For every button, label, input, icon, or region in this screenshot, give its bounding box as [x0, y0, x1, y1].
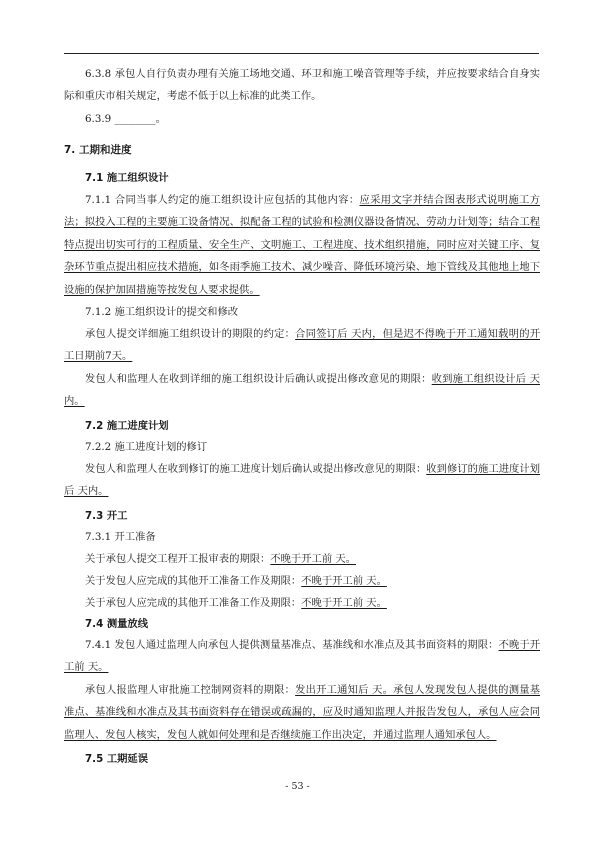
paragraph-lead: 承包人报监理人审批施工控制网资料的期限：: [85, 684, 296, 696]
paragraph-value: 不晚于开工前 天。: [270, 553, 356, 565]
subsection-heading-7-3: 7.3 开工: [85, 510, 128, 522]
paragraph-7-2-2: [64, 458, 540, 503]
clause-text: 承包人自行负责办理有关施工场地交通、环卫和施工噪音管理等手续，并应按要求结合自身实际和重庆市相关规定，考虑不低于以上标准的此类工作。: [64, 68, 540, 103]
paragraph-lead: 发包人和监理人在收到详细的施工组织设计后确认或提出修改意见的期限：: [85, 373, 432, 385]
clause-lead: 7.4.1 发包人通过监理人向承包人提供测量基准点、基准线和水准点及其书面资料的期限：: [85, 639, 499, 651]
clause-lead: 7.1.1 合同当事人约定的施工组织设计应包括的其他内容：: [85, 194, 360, 206]
clause-7-4-1: [64, 634, 540, 679]
paragraph-value: 收到修订的施工进度计划后 天内。: [64, 463, 541, 498]
blank-field: ________: [114, 113, 156, 125]
paragraph-lead: 发包人和监理人在收到修订的施工进度计划后确认或提出修改意见的期限：: [85, 463, 427, 475]
page-number: - 53 -: [285, 781, 310, 792]
clause-6-3-9: [64, 108, 540, 130]
clause-7-3-1: 7.3.1 开工准备: [85, 531, 156, 543]
paragraph-lead: 关于承包人应完成的其他开工准备工作及期限：: [85, 597, 302, 609]
clause-value: 应采用文字并结合图表形式说明施工方法；拟投入工程的主要施工设备情况、拟配备工程的试验和检测仪器设备情况、劳动力计划等；结合工程特点提出切实可行的工程质量、安全生产、文明施工、工程进度、技术组织措施，同时应对关键工序、复杂环节重点提出相应技术措施，如冬雨季施工技术、减少噪音、降低环境污染、地下管线及其他地上地下设施的保护加固措施等按发包人要求提供。: [64, 194, 540, 296]
clause-number: 6.3.9: [85, 113, 112, 125]
clause-number: 6.3.8: [85, 68, 112, 80]
clause-end: 。: [155, 113, 166, 125]
paragraph-7-1-2-a: [64, 323, 540, 368]
paragraph-value: 合同签订后 天内，但是迟不得晚于开工通知载明的开工日期前7天。: [64, 328, 540, 363]
subsection-heading-7-4: 7.4 测量放线: [85, 618, 149, 630]
paragraph-7-1-2-b: [64, 368, 540, 413]
paragraph-lead: 关于承包人提交工程开工报审表的期限：: [85, 553, 271, 565]
clause-7-1-2: 7.1.2 施工组织设计的提交和修改: [85, 306, 239, 318]
clause-7-2-2: 7.2.2 施工进度计划的修订: [85, 441, 208, 453]
subsection-heading-7-2: 7.2 施工进度计划: [85, 420, 169, 432]
header-rule: [64, 53, 539, 54]
paragraph-lead: 承包人提交详细施工组织设计的期限的约定：: [85, 328, 296, 340]
clause-7-1-1: [64, 189, 540, 301]
clause-6-3-8: [64, 63, 540, 108]
paragraph-7-3-1-b: [64, 570, 540, 592]
paragraph-value: 发出开工通知后 天。承包人发现发包人提供的测量基准点、基准线和水准点及其书面资料存在错误或疏漏的，应及时通知监理人并报告发包人，承包人应会同监理人、发包人核实，发包人就如何处理和是否继续施工作出决定，并通过监理人通知承包人。: [64, 684, 540, 741]
paragraph-value: 收到施工组织设计后 天内。: [64, 373, 540, 408]
paragraph-value: 不晚于开工前 天。: [301, 597, 387, 609]
paragraph-7-4-1: [64, 679, 540, 746]
paragraph-7-3-1-c: [64, 592, 540, 614]
clause-value: 不晚于开工前 天。: [64, 639, 540, 674]
subsection-heading-7-5: 7.5 工期延误: [85, 753, 149, 765]
paragraph-7-3-1-a: [64, 548, 540, 570]
subsection-heading-7-1: 7.1 施工组织设计: [85, 172, 169, 184]
paragraph-value: 不晚于开工前 天。: [301, 575, 387, 587]
paragraph-lead: 关于发包人应完成的其他开工准备工作及期限：: [85, 575, 302, 587]
section-heading-7: 7. 工期和进度: [64, 144, 132, 156]
